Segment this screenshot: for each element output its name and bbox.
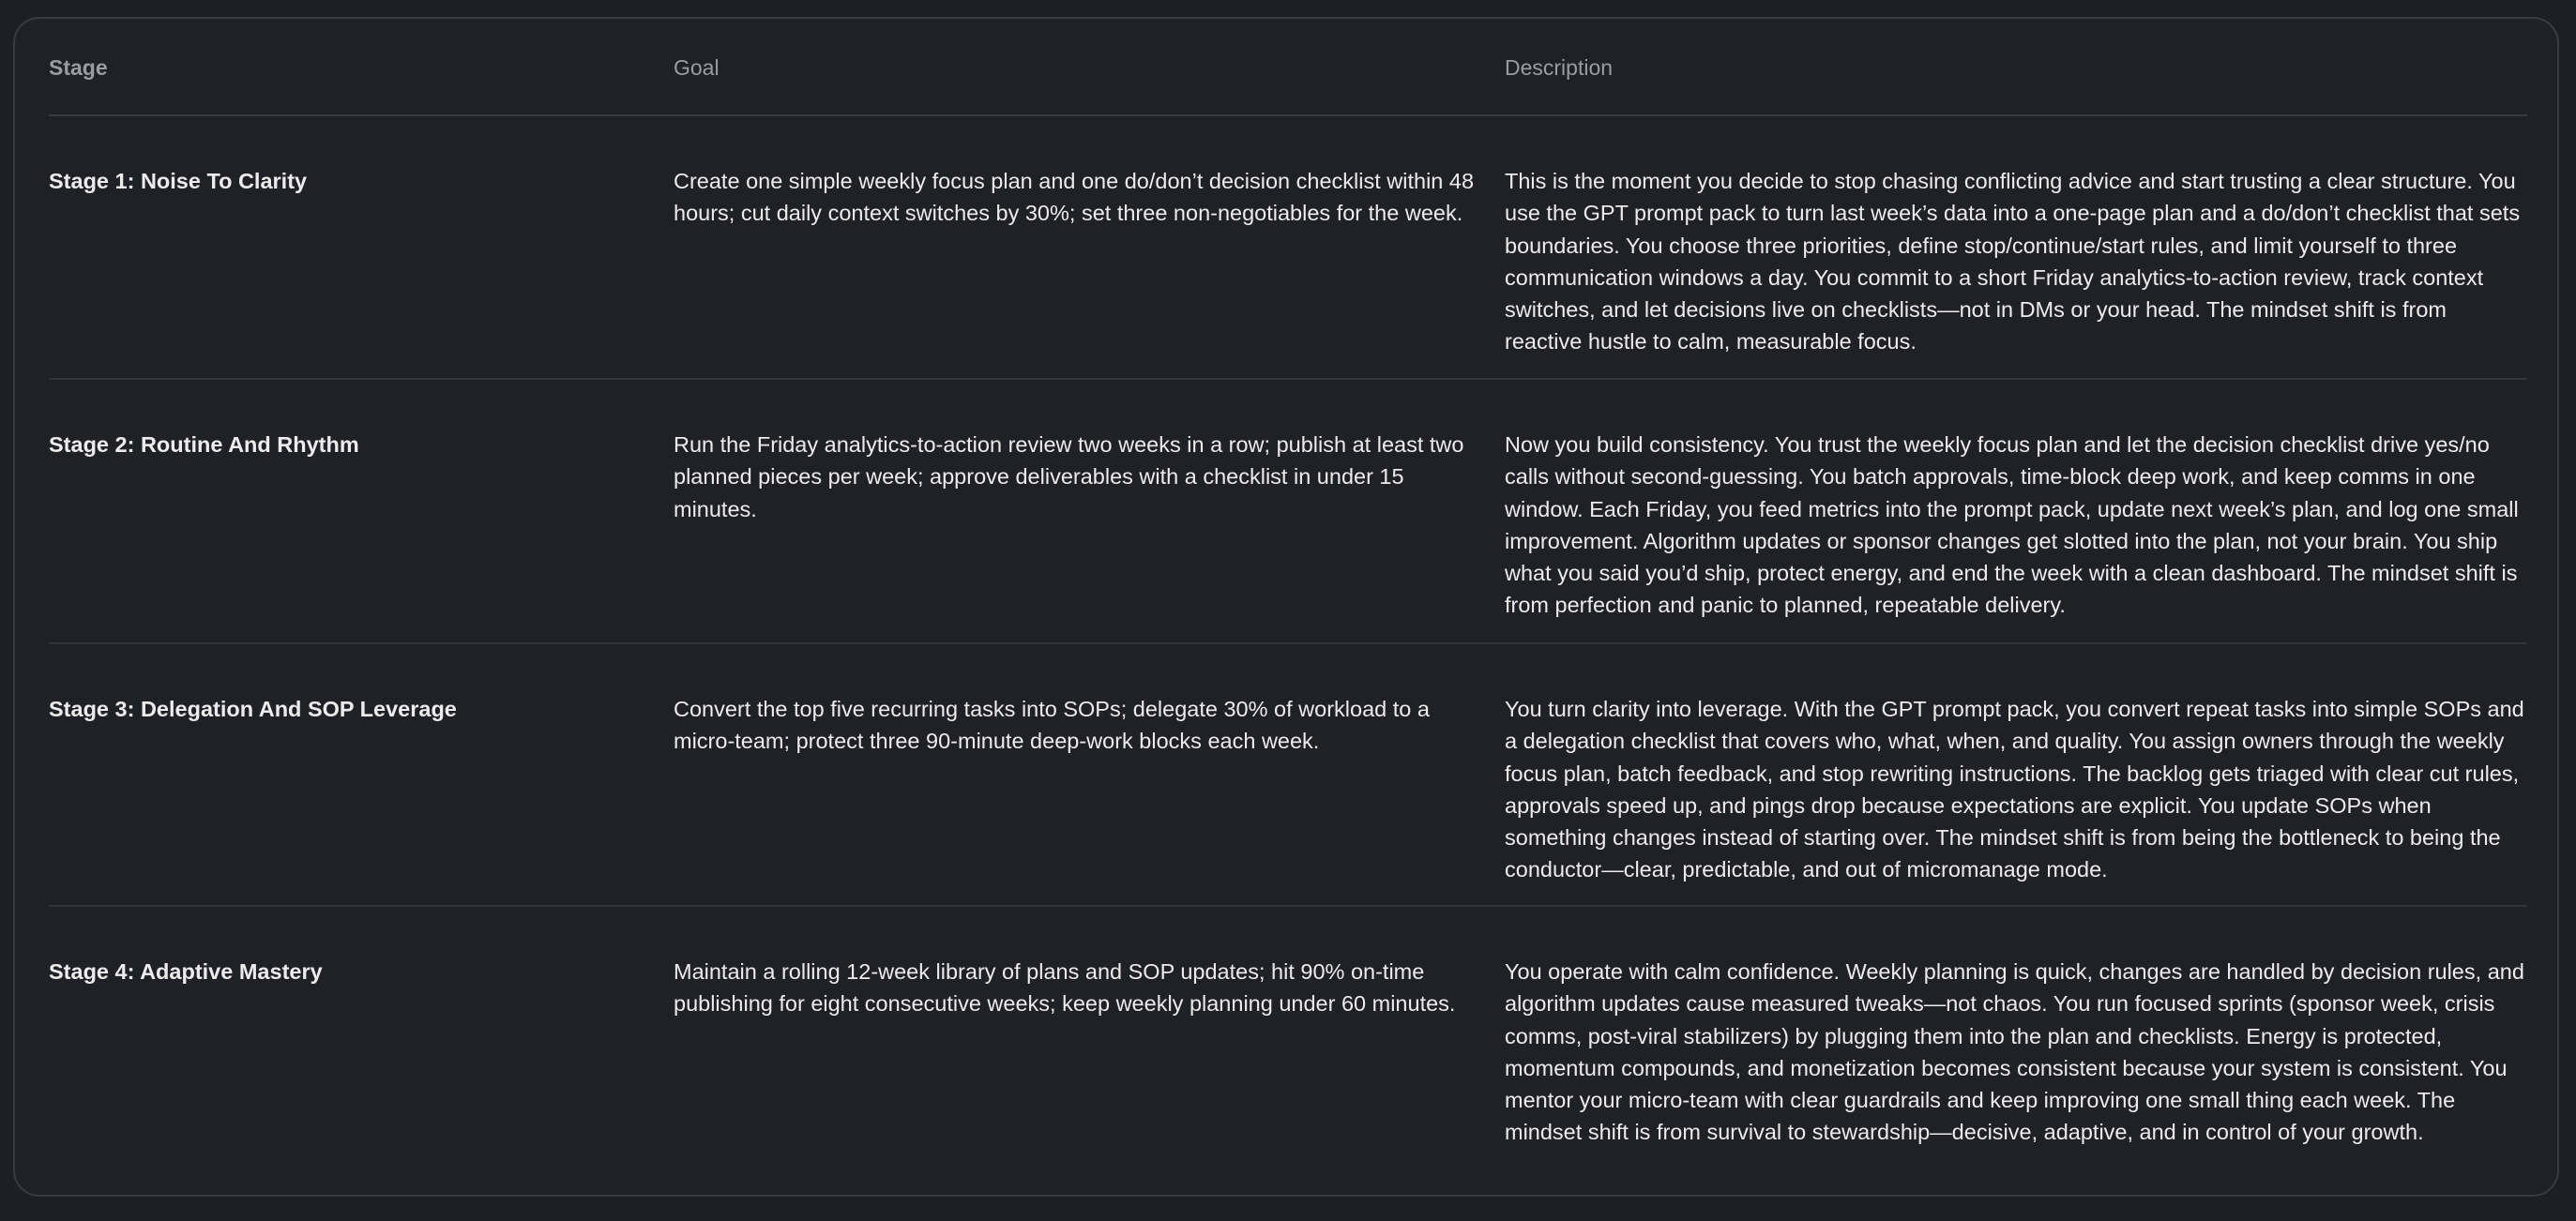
stages-table-card	[13, 17, 2559, 1197]
stage-cell: Stage 4: Adaptive Mastery	[49, 959, 323, 984]
table-row	[49, 116, 2527, 380]
goal-cell: Run the Friday analytics-to-action review two weeks in a row; publish at least two planned pieces per week; approve deliverables with a checklist in under 15 minutes.	[674, 432, 1464, 521]
table-row	[49, 644, 2527, 907]
stages-table	[49, 19, 2527, 1169]
stage-cell: Stage 3: Delegation And SOP Leverage	[49, 697, 457, 721]
column-header-stage: Stage	[49, 55, 108, 80]
stage-cell: Stage 2: Routine And Rhythm	[49, 432, 359, 457]
description-cell: You operate with calm confidence. Weekly planning is quick, changes are handled by decision rules, and algorithm updates cause measured tweaks—not chaos. You run focused sprints (sponsor week, crisis comms, post-viral stabilizers) by plugging them into the plan and checklists. Energy is protected, momentum compounds, and monetization becomes consistent because your system is consistent. You mentor your micro-team with clear guardrails and keep improving one small thing each week. The mindset shift is from survival to stewardship—decisive, adaptive, and in control of your growth.	[1505, 959, 2524, 1145]
column-header-description: Description	[1505, 55, 1614, 80]
description-cell: This is the moment you decide to stop chasing conflicting advice and start trusting a clear structure. You use the GPT prompt pack to turn last week’s data into a one-page plan and a do/don’t checklist that sets boundaries. You choose three priorities, define stop/continue/start rules, and limit yourself to three communication windows a day. You commit to a short Friday analytics-to-action review, track context switches, and let decisions live on checklists—not in DMs or your head. The mindset shift is from reactive hustle to calm, measurable focus.	[1505, 169, 2521, 354]
goal-cell: Convert the top five recurring tasks into SOPs; delegate 30% of workload to a micro-team; protect three 90-minute deep-work blocks each week.	[674, 697, 1430, 754]
column-header-goal: Goal	[674, 55, 720, 80]
description-cell: You turn clarity into leverage. With the GPT prompt pack, you convert repeat tasks into simple SOPs and a delegation checklist that covers who, what, when, and quality. You assign owners through the weekly focus plan, batch feedback, and stop rewriting instructions. The backlog gets triaged with clear cut rules, approvals speed up, and pings drop because expectations are explicit. You update SOPs when something changes instead of starting over. The mindset shift is from being the bottleneck to being the conductor—clear, predictable, and out of micromanage mode.	[1505, 697, 2524, 882]
table-header	[49, 19, 2527, 116]
stage-cell: Stage 1: Noise To Clarity	[49, 169, 308, 193]
table-row	[49, 380, 2527, 644]
goal-cell: Maintain a rolling 12-week library of plans and SOP updates; hit 90% on-time publishing for eight consecutive weeks; keep weekly planning under 60 minutes.	[674, 959, 1456, 1017]
table-row	[49, 907, 2527, 1169]
description-cell: Now you build consistency. You trust the weekly focus plan and let the decision checklist drive yes/no calls without second-guessing. You batch approvals, time-block deep work, and keep comms in one window. Each Friday, you feed metrics into the prompt pack, update next week’s plan, and log one small improvement. Algorithm updates or sponsor changes get slotted into the plan, not your brain. You ship what you said you’d ship, protect energy, and end the week with a clean dashboard. The mindset shift is from perfection and panic to planned, repeatable delivery.	[1505, 432, 2519, 618]
goal-cell: Create one simple weekly focus plan and one do/don’t decision checklist within 48 hours; cut daily context switches by 30%; set three non-negotiables for the week.	[674, 169, 1475, 226]
